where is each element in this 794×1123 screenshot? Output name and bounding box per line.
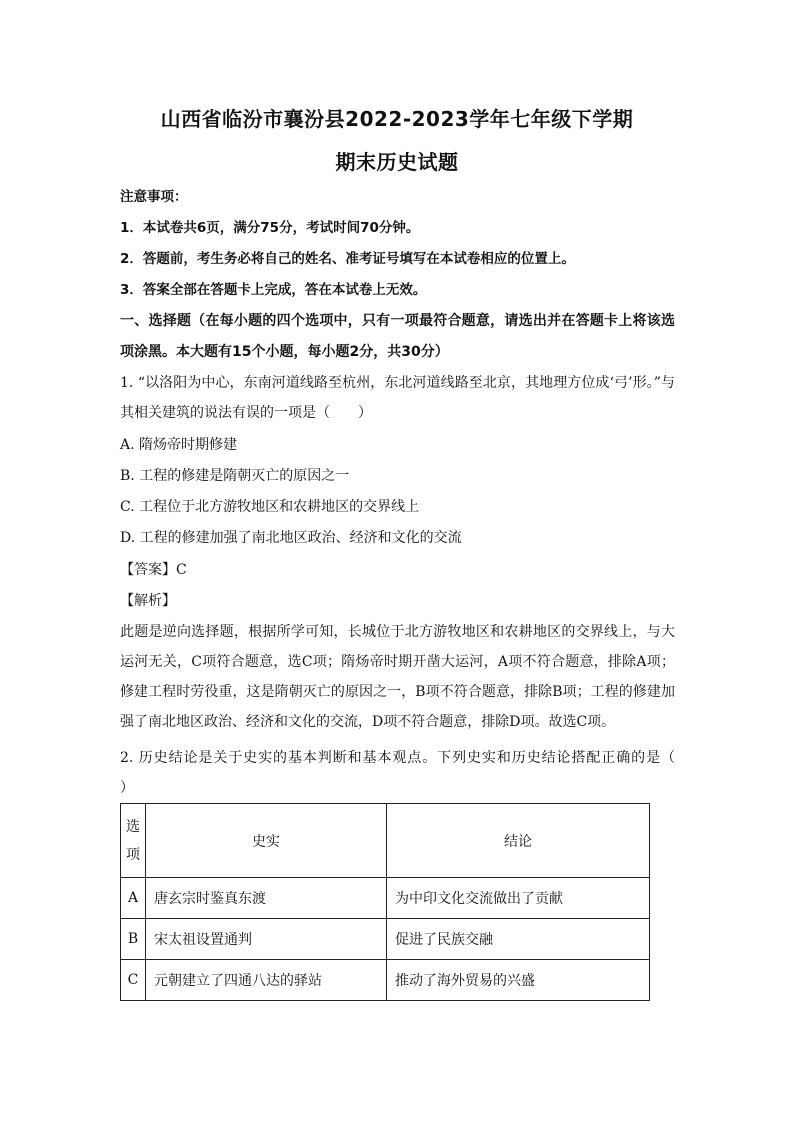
question-2-table <box>120 803 650 1001</box>
question-1-stem: 1. “以洛阳为中心，东南河道线路至杭州，东北河道线路至北京，其地理方位成‘弓’形。”与其相关建筑的说法有误的一项是（ ） <box>120 375 675 421</box>
section-heading: 一、选择题（在每小题的四个选项中，只有一项最符合题意，请选出并在答题卡上将该选项涂黑。本大题有15个小题，每小题2分，共30分） <box>120 313 675 360</box>
header-option-char: 选 <box>126 818 140 835</box>
question-1-option-c: C. 工程位于北方游牧地区和农耕地区的交界线上 <box>120 499 420 515</box>
table-cell-fact: 宋太祖设置通判 <box>146 919 387 960</box>
question-1-answer: 【答案】C <box>120 562 187 578</box>
table-header-conclusion: 结论 <box>387 804 650 878</box>
table-row <box>121 960 650 1001</box>
table-row <box>121 878 650 919</box>
table-cell-conclusion: 推动了海外贸易的兴盛 <box>387 960 650 1001</box>
question-2-stem: 2. 历史结论是关于史实的基本判断和基本观点。下列史实和历史结论搭配正确的是（ ） <box>120 750 703 796</box>
table-cell-option: C <box>121 960 146 1001</box>
table-row <box>121 919 650 960</box>
notice-item: 1．本试卷共6页，满分75分，考试时间70分钟。 <box>120 220 420 236</box>
header-option-char: 项 <box>126 846 140 863</box>
table-cell-conclusion: 为中印文化交流做出了贡献 <box>387 878 650 919</box>
table-header-row <box>121 804 650 878</box>
question-1-analysis-label: 【解析】 <box>120 593 176 609</box>
notice-heading: 注意事项： <box>120 189 188 205</box>
table-cell-fact: 唐玄宗时鉴真东渡 <box>146 878 387 919</box>
exam-title-line2: 期末历史试题 <box>335 150 459 174</box>
exam-title-line1: 山西省临汾市襄汾县2022-2023学年七年级下学期 <box>160 107 634 131</box>
table-cell-option: A <box>121 878 146 919</box>
notice-item: 2．答题前，考生务必将自己的姓名、准考证号填写在本试卷相应的位置上。 <box>120 251 575 267</box>
question-1-option-d: D. 工程的修建加强了南北地区政治、经济和文化的交流 <box>120 530 462 546</box>
question-1-option-b: B. 工程的修建是隋朝灭亡的原因之一 <box>120 468 350 484</box>
table-header-option <box>121 804 146 878</box>
question-1-analysis: 此题是逆向选择题，根据所学可知，长城位于北方游牧地区和农耕地区的交界线上，与大运河无关，C项符合题意，选C项；隋炀帝时期开凿大运河，A项不符合题意，排除A项；修建工程时劳役重，这是隋朝灭亡的原因之一，B项不符合题意，排除B项；工程的修建加强了南北地区政治、经济和文化的交流，D项不符合题意，排除D项。故选C项。 <box>120 624 675 730</box>
table-header-fact: 史实 <box>146 804 387 878</box>
notice-item: 3．答案全部在答题卡上完成，答在本试卷上无效。 <box>120 282 427 298</box>
table-cell-option: B <box>121 919 146 960</box>
question-1-option-a: A. 隋炀帝时期修建 <box>120 437 238 453</box>
table-cell-conclusion: 促进了民族交融 <box>387 919 650 960</box>
table-cell-fact: 元朝建立了四通八达的驿站 <box>146 960 387 1001</box>
